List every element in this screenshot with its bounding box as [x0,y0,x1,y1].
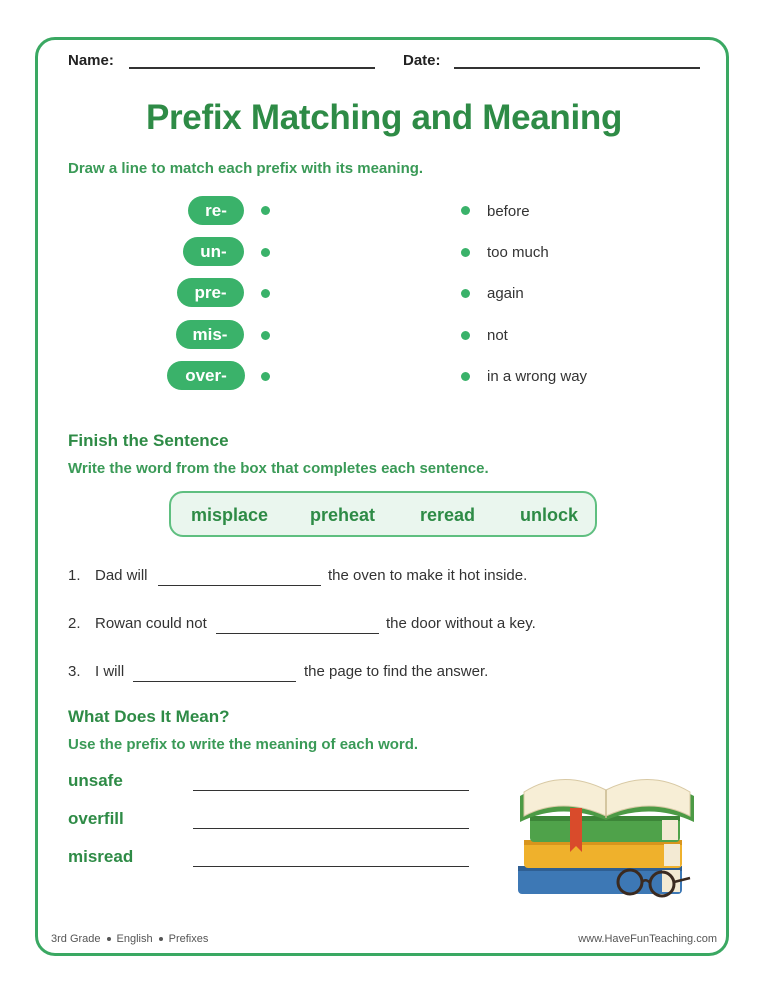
page-title: Prefix Matching and Meaning [145,98,623,137]
meaning-dot[interactable] [461,372,470,381]
date-field[interactable] [454,67,700,69]
sentence-start: I will [95,663,125,680]
bullet-icon [159,937,163,941]
meaning-dot[interactable] [461,331,470,340]
vocab-word: overfill [68,809,124,828]
books-illustration [512,762,704,904]
bank-word: preheat [310,505,376,525]
meaning-before: before [487,203,530,220]
meaning-too-much: too much [487,244,549,261]
meaning-dot[interactable] [461,248,470,257]
footer-website[interactable]: www.HaveFunTeaching.com [578,933,717,945]
sentence-end: the page to find the answer. [304,663,489,680]
prefix-mis: mis- [176,320,244,349]
bookmark-icon [570,808,582,852]
meaning-again: again [487,285,524,302]
prefix-dot[interactable] [261,289,270,298]
bullet-icon [107,937,111,941]
word-bank [169,491,597,537]
prefix-dot[interactable] [261,331,270,340]
vocab-word: misread [68,847,134,866]
sentence-start: Rowan could not [95,615,207,632]
meaning-blank[interactable] [193,790,469,791]
footer-tags [51,933,208,945]
answer-blank[interactable] [216,633,379,634]
sentence-end: the door without a key. [386,615,536,632]
prefix-over: over- [167,361,245,390]
matching-instruction: Draw a line to match each prefix with its meaning. [68,160,424,177]
footer-tag: English [116,933,153,945]
vocab-word: unsafe [68,771,123,790]
meaning-blank[interactable] [193,828,469,829]
sentence-end: the oven to make it hot inside. [328,567,528,584]
finish-heading: Finish the Sentence [68,431,229,450]
name-label: Name: [68,52,114,69]
sentence-number: 3. [68,663,81,680]
finish-instruction: Write the word from the box that completes each sentence. [68,460,489,477]
footer-tag: 3rd Grade [51,933,101,945]
prefix-dot[interactable] [261,248,270,257]
prefix-dot[interactable] [261,206,270,215]
bank-word: misplace [191,505,269,525]
prefix-pre: pre- [177,278,244,307]
prefix-un: un- [183,237,244,266]
name-field[interactable] [129,67,375,69]
meaning-wrong-way: in a wrong way [487,368,588,385]
meaning-not: not [487,327,508,344]
meaning-dot[interactable] [461,206,470,215]
footer-tag: Prefixes [168,933,209,945]
prefix-dot[interactable] [261,372,270,381]
sentence-number: 2. [68,615,81,632]
answer-blank[interactable] [133,681,296,682]
bank-word: reread [420,505,476,525]
meaning-dot[interactable] [461,289,470,298]
sentence-number: 1. [68,567,81,584]
meaning-blank[interactable] [193,866,469,867]
bank-word: unlock [520,505,579,525]
sentence-start: Dad will [95,567,148,584]
meaning-heading: What Does It Mean? [68,707,230,726]
prefix-re: re- [188,196,244,225]
meaning-instruction: Use the prefix to write the meaning of each word. [68,736,419,753]
answer-blank[interactable] [158,585,321,586]
date-label: Date: [403,52,441,69]
